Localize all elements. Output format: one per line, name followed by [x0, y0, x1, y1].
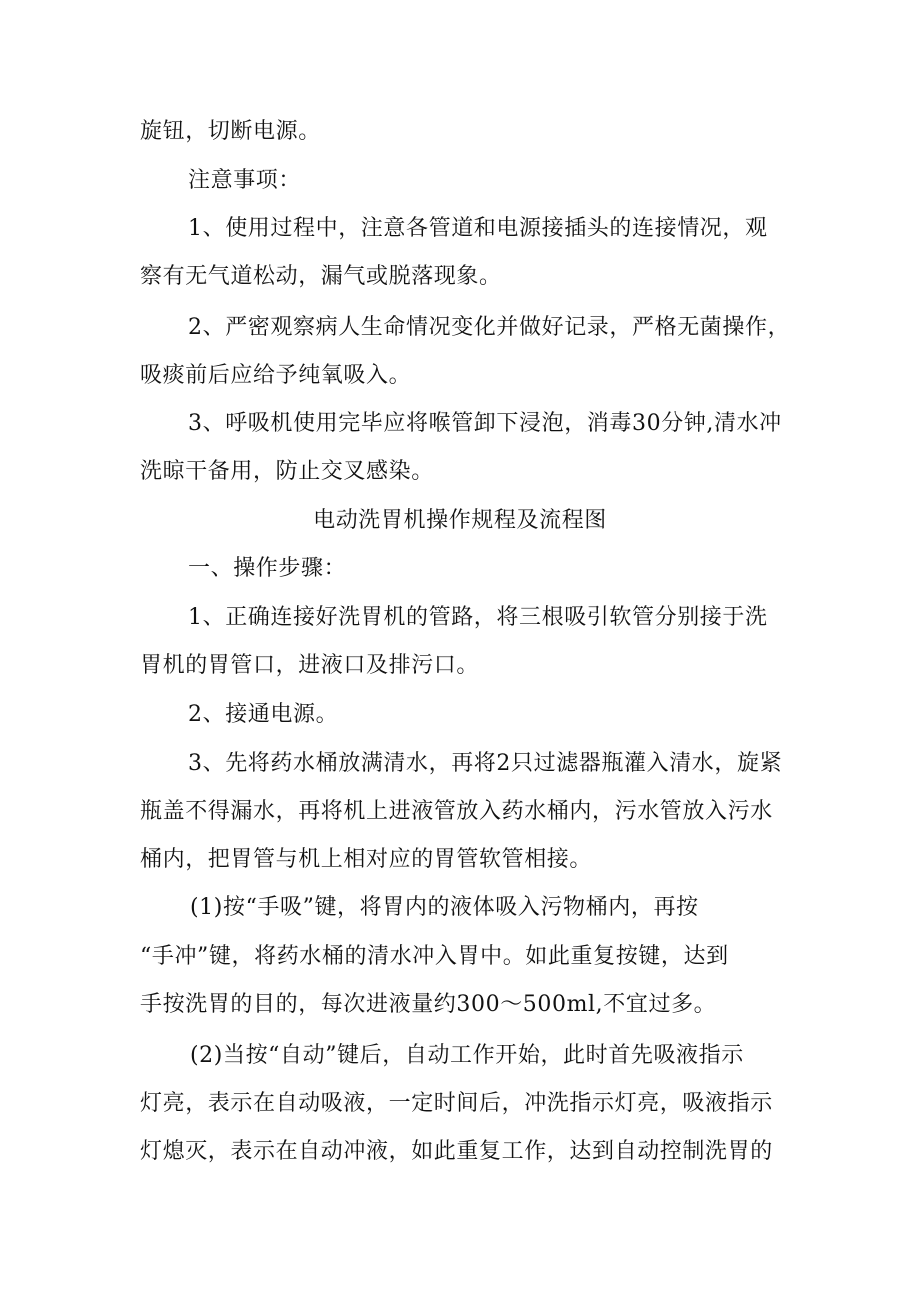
text-line: 桶内，把胃管与机上相对应的胃管软管相接。 — [140, 847, 593, 872]
text-line: 手按洗胃的目的，每次进液量约300～500ml,不宜过多。 — [140, 992, 717, 1017]
text-line: 2、严密观察病人生命情况变化并做好记录，严格无菌操作， — [188, 315, 791, 340]
section-heading: 一、操作步骤： — [188, 556, 347, 581]
text-line: 3、呼吸机使用完毕应将喉管卸下浸泡，消毒30分钟,清水冲 — [188, 411, 782, 436]
document-title: 电动洗胃机操作规程及流程图 — [313, 508, 607, 533]
section-heading: 注意事项： — [188, 168, 302, 193]
text-line: 旋钮，切断电源。 — [140, 119, 321, 144]
text-line: 吸痰前后应给予纯氧吸入。 — [140, 363, 412, 388]
text-line: 灯亮，表示在自动吸液，一定时间后，冲洗指示灯亮，吸液指示 — [140, 1091, 773, 1116]
text-line: (2)当按“自动”键后，自动工作开始，此时首先吸液指示 — [190, 1043, 744, 1068]
text-line: 2、接通电源。 — [188, 702, 339, 727]
text-line: “手冲”键，将药水桶的清水冲入胃中。如此重复按键，达到 — [140, 944, 729, 969]
text-line: 察有无气道松动，漏气或脱落现象。 — [140, 264, 502, 289]
text-line: 3、先将药水桶放满清水，再将2只过滤器瓶灌入清水，旋紧 — [188, 751, 783, 776]
text-line: 灯熄灭，表示在自动冲液，如此重复工作，达到自动控制洗胃的 — [140, 1139, 773, 1164]
text-line: 1、正确连接好洗胃机的管路，将三根吸引软管分别接于洗 — [188, 605, 768, 630]
text-line: 1、使用过程中，注意各管道和电源接插头的连接情况，观 — [188, 216, 768, 241]
text-line: 瓶盖不得漏水，再将机上进液管放入药水桶内，污水管放入污水 — [140, 799, 773, 824]
text-line: (1)按“手吸”键，将胃内的液体吸入污物桶内，再按 — [190, 895, 699, 920]
text-line: 洗晾干备用，防止交叉感染。 — [140, 459, 434, 484]
text-line: 胃机的胃管口，进液口及排污口。 — [140, 653, 480, 678]
